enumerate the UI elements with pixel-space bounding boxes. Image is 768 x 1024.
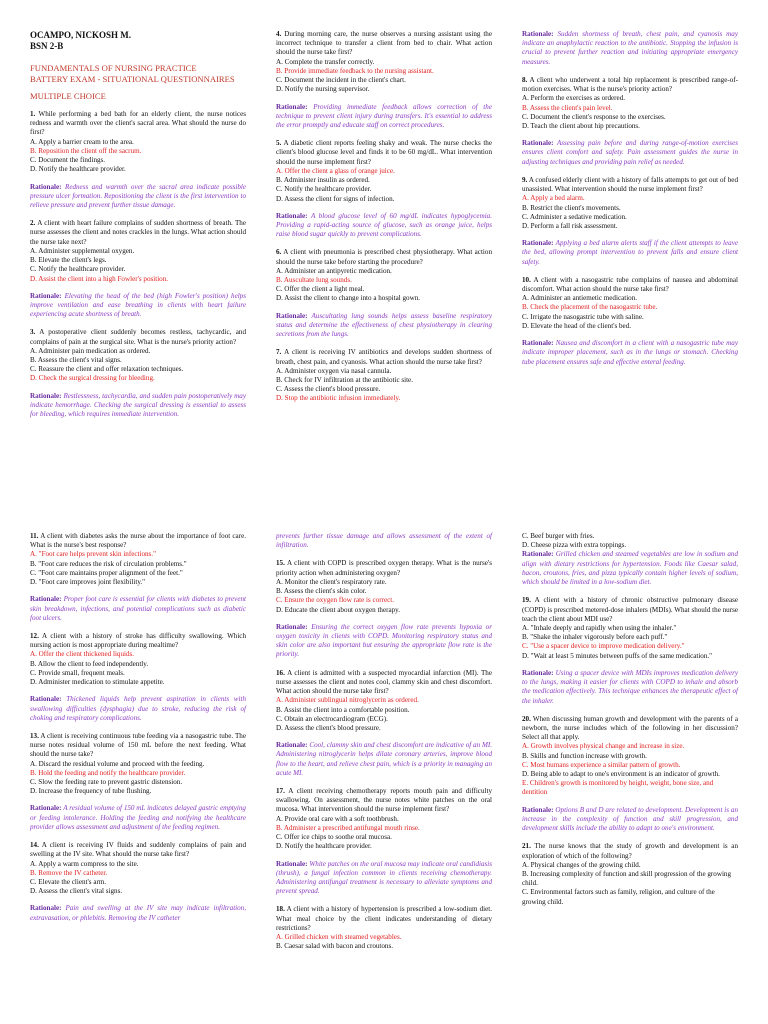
question-item: [276, 30, 492, 130]
answer-option: A. Administer pain medication as ordered.: [30, 346, 151, 355]
column-4: [30, 532, 246, 932]
answer-option: A. Administer supplemental oxygen.: [30, 246, 135, 255]
question-number: 8.: [522, 75, 528, 84]
answer-option: D. Assist the client to change into a hospital gown.: [276, 294, 421, 303]
answer-option: C. Offer the client a light meal.: [276, 285, 365, 294]
column-5: [276, 532, 492, 958]
correct-answer-option: C. Most humans experience a similar pattern of growth.: [522, 760, 681, 769]
rationale-label: Rationale:: [522, 239, 554, 248]
correct-answer-option: A. Growth involves physical change and increase in size.: [522, 742, 685, 751]
question-number: 1.: [30, 110, 36, 119]
correct-answer-option: B. Provide immediate feedback to the nursing assistant.: [276, 66, 434, 75]
question-text: 5. A diabetic client reports feeling shaky and weak. The nurse checks the client's blood glucose level and finds it to be 60 mg/dL. What intervention should the nurse implement first?: [276, 139, 492, 166]
answer-option: D. Notify the healthcare provider.: [30, 165, 126, 174]
question-number: 5.: [276, 139, 282, 148]
question-text: 7. A client is receiving IV antibiotics and develops sudden shortness of breath, chest pain, and cyanosis. What action should the nurse take first?: [276, 348, 492, 366]
answer-option: C. Document the incident in the client's chart.: [276, 76, 406, 85]
correct-answer-option: B. Remove the IV catheter.: [30, 868, 108, 877]
answer-option: D. Teach the client about hip precautions.: [522, 121, 640, 130]
answer-option: C. Beef burger with fries.: [522, 532, 595, 540]
question-number: 17.: [276, 787, 285, 796]
question-item: [522, 596, 738, 705]
rationale: prevents further tissue damage and allows assessment of the extent of infiltration.: [276, 532, 492, 550]
answer-option: A. Perform the exercises as ordered.: [522, 94, 626, 103]
rationale: Rationale: Options B and D are related to development. Development is an increase in the complexity of function and skill progression, and development skills include the ability to adapt to one's environment.: [522, 805, 738, 833]
question-list: [522, 532, 738, 907]
question-item: [30, 632, 246, 723]
answer-option: C. Administer a sedative medication.: [522, 212, 627, 221]
rationale-label: Rationale:: [30, 595, 62, 604]
rationale-label: Rationale:: [276, 102, 308, 111]
question-number: 19.: [522, 596, 531, 605]
answer-option: B. Assist the client into a comfortable position.: [276, 705, 410, 714]
answer-option: D. Perform a fall risk assessment.: [522, 221, 618, 230]
answer-option: C. Document the findings.: [30, 156, 106, 165]
rationale: Rationale: Auscultating lung sounds helps assess baseline respiratory status and determine the effectiveness of chest physiotherapy in clearing secretions from the lungs.: [276, 311, 492, 339]
answer-option: A. Administer an antipyretic medication.: [276, 266, 392, 275]
answer-option: D. Assess the client's vital signs.: [30, 887, 123, 896]
correct-answer-option: B. Reposition the client off the sacrum.: [30, 146, 142, 155]
student-section: BSN 2-B: [30, 41, 64, 52]
question-number: 6.: [276, 248, 282, 257]
answer-option: B. Assess the client's skin color.: [276, 587, 367, 596]
question-number: 14.: [30, 841, 39, 850]
question-list: [522, 30, 738, 367]
question-number: 13.: [30, 731, 39, 740]
rationale-label: Rationale:: [522, 339, 554, 348]
question-item: [30, 841, 246, 923]
rationale: Rationale: Assessing pain before and during range-of-motion exercises ensures client comfort and safety. Pain assessment guides the nurse in adjusting techniques and providing pain relief as needed.: [522, 139, 738, 166]
question-item: [276, 248, 492, 339]
question-text: 17. A client receiving chemotherapy reports mouth pain and difficulty swallowing. On assessment, the nurse notes white patches on the oral mucosa. What intervention should the nurse implement first?: [276, 787, 492, 814]
correct-answer-option: D. Check the surgical dressing for bleeding.: [30, 374, 155, 383]
answer-option: D. Assess the client for signs of infection.: [276, 194, 395, 203]
question-text: 6. A client with pneumonia is prescribed chest physiotherapy. What action should the nurse take before starting the procedure?: [276, 248, 492, 266]
answer-option: A. Administer an antiemetic medication.: [522, 294, 638, 303]
rationale-label: Rationale:: [30, 904, 62, 913]
answer-option: D. Educate the client about oxygen therapy.: [276, 605, 401, 614]
rationale-label: Rationale:: [30, 695, 62, 704]
rationale-label: Rationale:: [522, 668, 554, 677]
rationale: Rationale: White patches on the oral mucosa may indicate oral candidiasis (thrush), a fungal infection common in clients receiving chemotherapy. Administering antifungal treatment is necessary to alleviate symptoms and prevent spread.: [276, 859, 492, 896]
question-item: [30, 532, 246, 623]
rationale: Rationale: Thickened liquids help prevent aspiration in clients with swallowing difficulties (dysphagia) due to stroke, reducing the risk of choking and respiratory complications.: [30, 695, 246, 722]
question-text: 16. A client is admitted with a suspected myocardial infarction (MI). The nurse assesses the client and notes cool, clammy skin and chest discomfort. What action should the nurse take first?: [276, 668, 492, 696]
answer-option: C. Elevate the client's arm.: [30, 878, 107, 886]
question-list: [30, 110, 246, 419]
question-text: 14. A client is receiving IV fluids and suddenly complains of pain and swelling at the IV site. What should the nurse take first?: [30, 841, 246, 859]
answer-option: C. Environmental factors such as family, religion, and culture of the growing child.: [522, 888, 715, 906]
question-number: 21.: [522, 842, 531, 851]
answer-option: B. Allow the client to feed independently.: [30, 659, 149, 668]
question-item: [522, 842, 738, 907]
answer-option: A. Apply a warm compress to the site.: [30, 859, 139, 868]
answer-option: B. Skills and function increase with growth.: [522, 751, 647, 760]
part-title: MULTIPLE CHOICE: [30, 90, 106, 101]
answer-option: B. Increasing complexity of function and skill progression of the growing child.: [522, 870, 732, 888]
answer-option: D. "Foot care improves joint flexibility.": [30, 578, 146, 587]
answer-option: B. Elevate the client's legs.: [30, 256, 107, 265]
student-name: OCAMPO, NICKOSH M.: [30, 30, 131, 40]
answer-option: C. Offer ice chips to soothe oral mucosa.: [276, 833, 392, 842]
answer-option: D. "Wait at least 5 minutes between puffs of the same medication.": [522, 651, 713, 660]
answer-option: D. Assess the client's blood pressure.: [276, 723, 381, 732]
correct-answer-option: A. Apply a bed alarm.: [522, 194, 585, 203]
question-text: 18. A client with a history of hypertension is prescribed a low-sodium diet. What meal choice by the client indicates understanding of dietary restrictions?: [276, 905, 492, 932]
rationale: Rationale: Using a spacer device with MDIs improves medication delivery to the lungs, making it easier for clients with COPD to inhale and absorb the medication effectively. This technique enhances the therapeutic effect of the inhaler.: [522, 668, 739, 705]
answer-option: A. Provide oral care with a soft toothbrush.: [276, 814, 399, 823]
rationale: Rationale: Ensuring the correct oxygen flow rate prevents hypoxia or oxygen toxicity in clients with COPD. Monitoring respiratory status and skin color are also important but ensuring the appropriate flow rate is the priority.: [276, 622, 492, 659]
question-text: 3. A postoperative client suddenly becomes restless, tachycardic, and complains of pain at the surgical site. What is the nurse's priority action?: [30, 328, 246, 346]
correct-answer-option: B. Assess the client's pain level.: [522, 103, 613, 112]
rationale: Rationale: Pain and swelling at the IV site may indicate infiltration, extravasation, or phlebitis. Removing the IV catheter: [30, 904, 246, 922]
question-number: 9.: [522, 175, 528, 184]
answer-option: B. Administer insulin as ordered.: [276, 176, 370, 185]
question-item: [276, 348, 492, 403]
rationale: Rationale: Elevating the head of the bed (high Fowler's position) helps improve ventilation and ease breathing in clients with heart failure experiencing acute shortness of breath.: [30, 291, 246, 319]
question-item: [30, 732, 246, 832]
question-text: 11. A client with diabetes asks the nurse about the importance of foot care. What is the nurse's best response?: [30, 532, 246, 550]
question-item: [522, 176, 738, 267]
question-number: 11.: [30, 532, 39, 540]
question-number: 16.: [276, 668, 285, 677]
rationale-label: Rationale:: [276, 311, 308, 320]
rationale-label: Rationale:: [276, 741, 308, 750]
rationale-label: Rationale:: [30, 804, 62, 813]
question-item: [276, 139, 492, 239]
answer-option: C. "Foot care maintains proper alignment of the feet.": [30, 568, 183, 577]
rationale: Rationale: Restlessness, tachycardia, and sudden pain postoperatively may indicate hemorrhage. Checking the surgical dressing is essential to assess for bleeding, which requires immediate intervention.: [30, 391, 246, 419]
course-title: FUNDAMENTALS OF NURSING PRACTICE: [30, 62, 197, 73]
question-text: 4. During morning care, the nurse observes a nursing assistant using the incorrect technique to transfer a client from bed to chair. What action should the nurse take first?: [276, 30, 492, 57]
column-3: [522, 30, 738, 376]
rationale: Rationale: A residual volume of 150 mL indicates delayed gastric emptying or feeding intolerance. Holding the feeding and notifying the healthcare provider allows assessment and adjustment of the feeding regimen.: [30, 804, 246, 831]
answer-option: C. Slow the feeding rate to prevent gastric distension.: [30, 778, 183, 787]
rationale-label: Rationale:: [276, 859, 308, 868]
question-number: 2.: [30, 219, 36, 228]
question-number: 20.: [522, 714, 531, 723]
question-list: [276, 30, 492, 404]
question-item: [522, 76, 738, 167]
rationale: Rationale: Grilled chicken and steamed vegetables are low in sodium and align with dietary restrictions for hypertension. Foods like Caesar salad, bacon, croutons, fries, and pizza typically contain higher levels of sodium, which should be limited in a low-sodium diet.: [522, 550, 739, 587]
answer-option: B. Caesar salad with bacon and croutons.: [276, 942, 394, 951]
rationale: Rationale: Redness and warmth over the sacral area indicate possible pressure ulcer formation. Repositioning the client is the first intervention to relieve pressure and prevent further tissue damage.: [30, 182, 246, 209]
rationale-label: Rationale:: [522, 139, 554, 148]
answer-option: D. Being able to adapt to one's environment is an indicator of growth.: [522, 770, 720, 779]
rationale: Rationale: Applying a bed alarm alerts staff if the client attempts to leave the bed, allowing prompt intervention to prevent falls and ensure client safety.: [522, 239, 738, 266]
question-text: 2. A client with heart failure complains of sudden shortness of breath. The nurse assesses the client and notes crackles in the lungs. What action should the nurse take next?: [30, 219, 246, 246]
answer-option: D. Notify the healthcare provider.: [276, 842, 372, 851]
answer-option: B. Assess the client's vital signs.: [30, 356, 122, 365]
rationale-label: Rationale:: [30, 391, 62, 400]
column-2: [276, 30, 492, 410]
question-item: [276, 905, 492, 951]
rationale: Rationale: A blood glucose level of 60 mg/dL indicates hypoglycemia. Providing a rapid-acting source of glucose, such as orange juice, helps raise blood sugar quickly to prevent complications.: [276, 211, 492, 239]
answer-option: D. Notify the nursing supervisor.: [276, 85, 370, 94]
rationale: Rationale: Nausea and discomfort in a client with a nasogastric tube may indicate improper placement, such as in the lungs or stomach. Checking tube placement ensures safe and effective enteral feeding.: [522, 339, 738, 366]
correct-answer-option: C. Ensure the oxygen flow rate is correct.: [276, 596, 394, 605]
correct-answer-option: A. Offer the client thickened liquids.: [30, 650, 135, 659]
answer-option: A. Administer oxygen via nasal cannula.: [276, 366, 392, 375]
answer-option: C. Document the client's response to the exercises.: [522, 112, 666, 121]
correct-answer-option: D. Stop the antibiotic infusion immediately.: [276, 394, 401, 403]
answer-option: B. Restrict the client's movements.: [522, 203, 621, 212]
rationale-label: Rationale:: [276, 622, 308, 631]
rationale: Rationale: Cool, clammy skin and chest discomfort are indicative of an MI. Administering nitroglycerin helps dilate coronary arteries, improve blood flow to the heart, and relieve chest pain, which is a priority in managing an acute MI.: [276, 741, 492, 777]
question-item: [276, 669, 492, 778]
question-text: 8. A client who underwent a total hip replacement is prescribed range-of-motion exercises. What is the nurse's priority action?: [522, 75, 738, 94]
answer-option: D. Elevate the head of the client's bed.: [522, 321, 632, 330]
exam-title: BATTERY EXAM - SITUATIONAL QUESTIONNAIRES: [30, 73, 235, 84]
answer-option: C. Irrigate the nasogastric tube with saline.: [522, 312, 644, 321]
correct-answer-option: E. Children's growth is monitored by height, weight, bone size, and dentition: [522, 779, 714, 797]
question-text: 1. While performing a bed bath for an elderly client, the nurse notices redness and warmth over the client's sacral area. What should the nurse do first?: [30, 110, 246, 137]
answer-option: A. "Inhale deeply and rapidly when using the inhaler.": [522, 623, 677, 632]
answer-option: D. Administer medication to stimulate appetite.: [30, 678, 165, 687]
question-text: 20. When discussing human growth and development with the parents of a newborn, the nurse includes which of the following in her discussion? Select all that apply.: [522, 714, 738, 742]
question-number: 10.: [522, 275, 531, 284]
answer-option: C. Obtain an electrocardiogram (ECG).: [276, 714, 388, 723]
correct-answer-option: A. Grilled chicken with steamed vegetables.: [276, 933, 402, 942]
question-item: [522, 30, 738, 67]
rationale-label: Rationale:: [522, 30, 554, 38]
question-text: 13. A client is receiving continuous tube feeding via a nasogastric tube. The nurse notes residual volume of 150 mL before the next feeding. What should the nurse take?: [30, 731, 246, 759]
question-item: [30, 328, 246, 419]
page-two: [0, 512, 768, 1024]
rationale-label: Rationale:: [522, 805, 554, 814]
question-text: 9. A confused elderly client with a history of falls attempts to get out of bed unassisted. What intervention should the nurse implement first?: [522, 175, 738, 194]
answer-option: B. Check for IV infiltration at the antibiotic site.: [276, 376, 413, 384]
question-text: 15. A client with COPD is prescribed oxygen therapy. What is the nurse's priority action when administering oxygen?: [276, 559, 492, 577]
question-text: 19. A client with a history of chronic obstructive pulmonary disease (COPD) is prescribed metered-dose inhalers (MDIs). What should the nurse teach the client about MDI use?: [522, 596, 738, 623]
question-item: [30, 219, 246, 319]
answer-option: C. Notify the healthcare provider.: [30, 265, 126, 274]
answer-option: C. Notify the healthcare provider.: [276, 185, 372, 194]
answer-option: A. Apply a barrier cream to the area.: [30, 137, 134, 146]
correct-answer-option: A. Offer the client a glass of orange juice.: [276, 166, 395, 175]
rationale-label: Rationale:: [522, 550, 554, 559]
question-item: [522, 532, 738, 587]
rationale: Rationale: Sudden shortness of breath, chest pain, and cyanosis may indicate an anaphylactic reaction to the antibiotic. Stopping the infusion is crucial to prevent further reaction and initiating appropriate emergency measures.: [522, 30, 738, 66]
answer-option: D. Cheese pizza with extra toppings.: [522, 541, 627, 550]
column-6: [522, 532, 738, 913]
correct-answer-option: C. "Use a spacer device to improve medication delivery.": [522, 642, 685, 651]
question-list: [276, 532, 492, 952]
answer-option: A. Physical changes of the growing child.: [522, 860, 641, 869]
answer-option: B. "Shake the inhaler vigorously before each puff.": [522, 633, 668, 642]
correct-answer-option: B. Auscultate lung sounds.: [276, 276, 352, 285]
question-item: [30, 110, 246, 210]
answer-option: B. "Foot care reduces the risk of circulation problems.": [30, 559, 187, 568]
question-number: 7.: [276, 348, 282, 357]
correct-answer-option: B. Administer a prescribed antifungal mouth rinse.: [276, 823, 420, 832]
correct-answer-option: A. "Foot care helps prevent skin infections.": [30, 550, 156, 559]
correct-answer-option: B. Hold the feeding and notify the healthcare provider.: [30, 768, 186, 777]
rationale: Rationale: Providing immediate feedback allows correction of the technique to prevent client injury during transfers. It's essential to address the error promptly and educate staff on correct procedures.: [276, 102, 492, 129]
question-item: [276, 559, 492, 659]
question-text: 10. A client with a nasogastric tube complains of nausea and abdominal discomfort. What action should the nurse take first?: [522, 275, 738, 294]
answer-option: C. Provide small, frequent meals.: [30, 668, 125, 677]
question-item: [276, 532, 492, 550]
answer-option: A. Monitor the client's respiratory rate.: [276, 577, 387, 586]
question-number: 12.: [30, 631, 39, 640]
answer-option: A. Discard the residual volume and proceed with the feeding.: [30, 759, 205, 768]
question-number: 4.: [276, 30, 282, 38]
rationale-label: Rationale:: [30, 291, 62, 300]
question-text: 12. A client with a history of stroke has difficulty swallowing. Which nursing action is most appropriate during mealtime?: [30, 631, 246, 650]
question-number: 15.: [276, 559, 285, 568]
question-list: [30, 532, 246, 923]
answer-option: C. Reassure the client and offer relaxation techniques.: [30, 365, 184, 374]
answer-option: A. Complete the transfer correctly.: [276, 57, 375, 66]
answer-option: D. Increase the frequency of tube flushing.: [30, 787, 152, 796]
correct-answer-option: A. Administer sublingual nitroglycerin as ordered.: [276, 696, 419, 705]
answer-option: C. Assess the client's blood pressure.: [276, 385, 381, 394]
rationale-label: Rationale:: [276, 211, 308, 220]
correct-answer-option: B. Check the placement of the nasogastric tube.: [522, 303, 658, 312]
rationale: Rationale: Proper foot care is essential for clients with diabetes to prevent skin breakdown, infections, and potential complications such as diabetic foot ulcers.: [30, 595, 246, 622]
question-item: [522, 715, 738, 834]
question-text: 21. The nurse knows that the study of growth and development is an exploration of which of the following?: [522, 842, 738, 860]
question-number: 18.: [276, 905, 285, 914]
question-item: [522, 276, 738, 367]
question-item: [276, 787, 492, 896]
correct-answer-option: D. Assist the client into a high Fowler's position.: [30, 274, 169, 283]
column-1: [30, 30, 246, 428]
rationale-label: Rationale:: [30, 182, 62, 191]
question-number: 3.: [30, 328, 36, 337]
